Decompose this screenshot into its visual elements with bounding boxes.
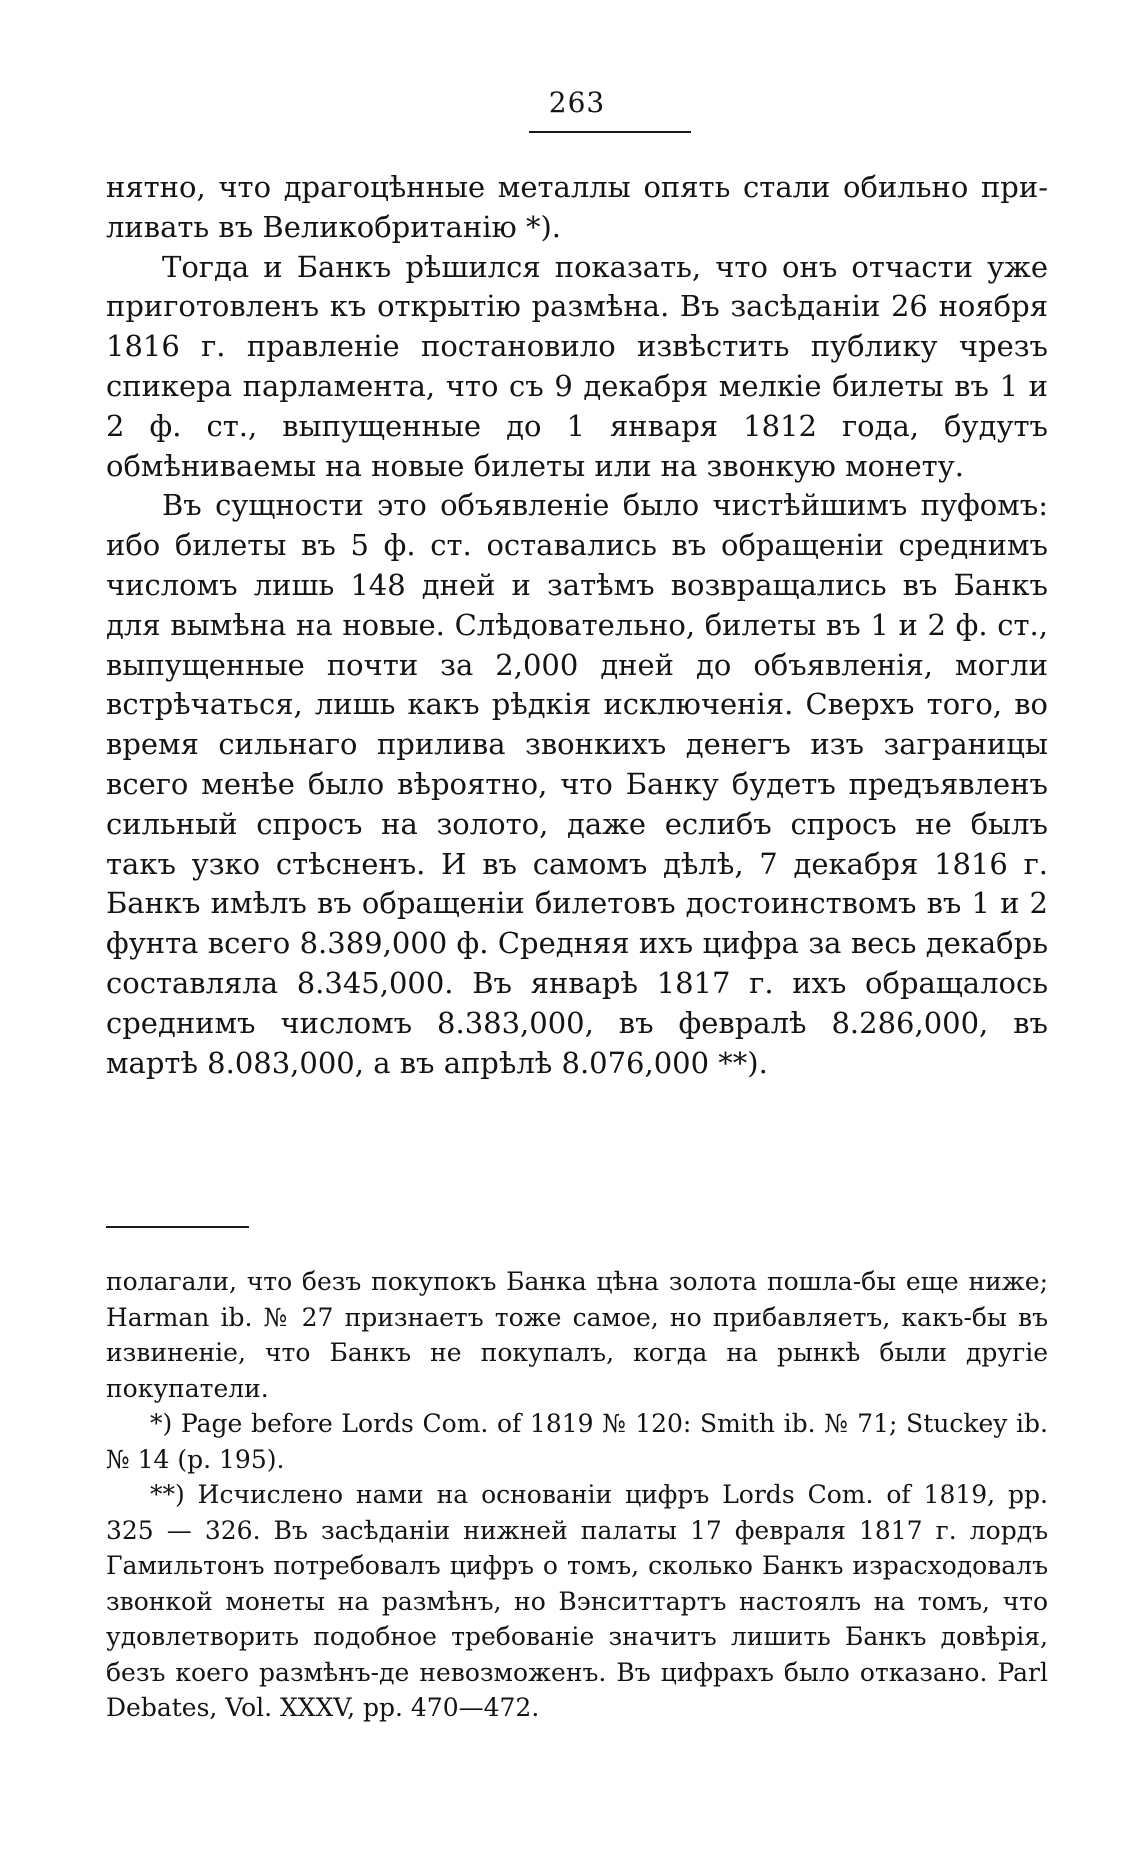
footnotes xyxy=(106,1264,1048,1726)
page-number: 263 xyxy=(548,86,606,119)
footnote-rule xyxy=(106,1226,249,1228)
main-text xyxy=(106,168,1048,1083)
paragraph-bank-decision: Тогда и Банкъ рѣшился показать, что онъ отчасти уже приготовленъ къ открытію размѣна. Въ засѣданіи 26 ноября 1816 г. правленіе постановило извѣстить публику чрезъ спикера парламента, что съ 9 декабря мелкіе билеты въ 1 и 2 ф. ст., выпущенные до 1 января 1812 года, будутъ обмѣниваемы на новые билеты или на звонкую монету. xyxy=(106,249,1048,483)
header-rule xyxy=(529,131,691,133)
footnote-double-star: **) Исчислено нами на основаніи цифръ Lords Com. of 1819, pp. 325 — 326. Въ засѣданіи нижней палаты 17 февраля 1817 г. лордъ Гамильтонъ потребовалъ цифръ о томъ, сколько Банкъ израсходовалъ звонкой монеты на размѣнъ, но Вэнситтартъ настоялъ на томъ, что удовлетворить подобное требованіе значитъ лишить Банкъ довѣрія, безъ коего размѣнъ-де невозможенъ. Въ цифрахъ было отказано. Parl Debates, Vol. XXXV, pp. 470—472. xyxy=(106,1480,1048,1722)
footnote-single-star: *) Page before Lords Com. of 1819 № 120: Smith ib. № 71; Stuckey ib. № 14 (p. 195). xyxy=(106,1409,1048,1474)
book-page xyxy=(106,0,1048,1862)
footnote-continued: полагали, что безъ покупокъ Банка цѣна золота пошла-бы еще ниже; Harman ib. № 27 признаетъ тоже самое, но прибавляетъ, какъ-бы въ извиненіе, что Банкъ не покупалъ, когда на рынкѣ были другіе покупатели. xyxy=(106,1267,1048,1403)
paragraph-announcement-analysis: Въ сущности это объявленіе было чистѣйшимъ пуфомъ: ибо билеты въ 5 ф. ст. оставались въ обращеніи среднимъ числомъ лишь 148 дней и затѣмъ возвращались въ Банкъ для вымѣна на новые. Слѣдовательно, билеты въ 1 и 2 ф. ст., выпущенные почти за 2,000 дней до объявленія, могли встрѣчаться, лишь какъ рѣдкія исключенія. Сверхъ того, во время сильнаго прилива звонкихъ денегъ изъ заграницы всего менѣе было вѣроятно, что Банку будетъ предъявленъ сильный спросъ на золото, даже еслибъ спросъ не былъ такъ узко стѣсненъ. И въ самомъ дѣлѣ, 7 декабря 1816 г. Банкъ имѣлъ въ обращеніи билетовъ достоинствомъ въ 1 и 2 фунта всего 8.389,000 ф. Средняя ихъ цифра за весь декабрь составляла 8.345,000. Въ январѣ 1817 г. ихъ обращалось среднимъ числомъ 8.383,000, въ февралѣ 8.286,000, въ мартѣ 8.083,000, а въ апрѣлѣ 8.076,000 **). xyxy=(106,488,1048,1080)
paragraph-continued: нятно, что драгоцѣнные металлы опять стали обильно приливать въ Великобританію *). xyxy=(106,170,1048,244)
